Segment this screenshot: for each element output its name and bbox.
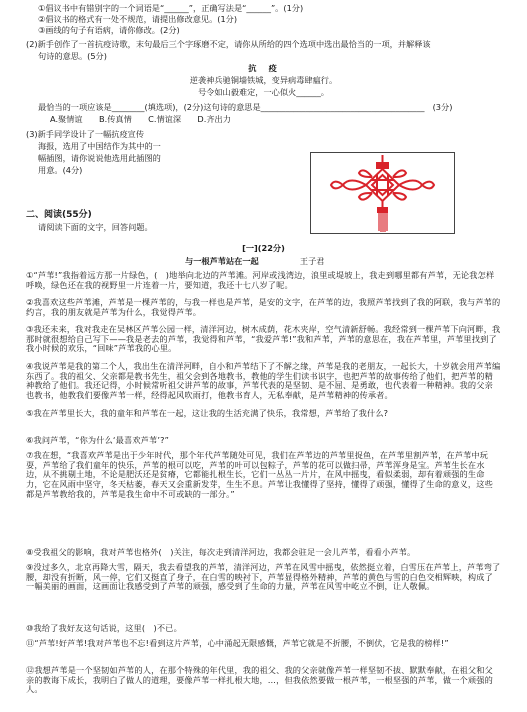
article-para-1: ①“芦苇!”我指着远方那一片绿色，( )地举向北边的芦苇滩。河岸或浅湾边，浪里或堤坡上，我走到哪里都有芦苇，无论我怎样呼唤，绿色还在我的视野里一片连着一片，要知道，我还十七八岁了呢。 (26, 271, 495, 290)
article-para-4: ④我说芦苇是我的第二个人，我出生在清洋河畔，自小和芦苇结下了不解之缘，芦苇是我的老朋友，一起长大，十岁就会用芦苇编东西了。我的祖父、父亲都是教书先生，祖父会到各地教书，教他的学生们读书识字，也把芦苇的故事传给了他们，把芦苇的精神教给了他们。我还记得，小时候常听祖父讲芦苇的故事，芦苇代表的是坚韧、是不屈、是勇敢，也代表着一种精神。我的父亲也教书，他教我们要像芦苇一样，经得起风吹雨打，他教书育人，无私奉献，是芦苇精神的传承者。 (26, 362, 501, 401)
q3-line3: 幅插图，请你说说他选用此插图的 (38, 153, 161, 163)
article-title: 与一根芦苇站在一起 (185, 256, 259, 266)
q3-line2: 海报，选用了中国结作为其中的一 (38, 141, 161, 151)
q1-item3: ③画线的句子有语病，请你修改。(2分) (38, 25, 180, 35)
article-para-5: ⑤我在芦苇里长大，我的童年和芦苇在一起，这让我的生活充满了快乐，我常想，芦苇给了我什么? (26, 409, 389, 418)
article-para-7: ⑦我在想，“我喜欢芦苇是出于少年时代，那个年代芦苇随处可见，我们在芦苇边的芦苇里捉鱼，在芦苇里割芦苇，在芦苇中玩耍，芦苇给了我们童年的快乐，芦苇的根可以吃，芦苇的叶可以包粽子，芦苇的花可以做扫帚，芦苇浑身是宝。芦苇生长在水边，从不挑剔土地，不论是肥沃还是贫瘠，它都能扎根生长，它们一丛丛一片片，在风中摇曳，看似柔弱，却有着顽强的生命力，它在风雨中坚守，冬天枯萎，春天又会重新发芽，生生不息。芦苇让我懂得了坚持，懂得了顽强，懂得了生命的意义，这些都是芦苇教给我的，芦苇是我生命中不可或缺的一部分。” (26, 451, 493, 499)
section-heading: 二、阅读(55分) (26, 210, 92, 220)
poem-line2: 号令如山毅难定，一心似火______。 (197, 87, 329, 97)
article-para-9: ⑨没过多久，北京再降大雪，隔天，我去看望我的芦苇，清洋河边，芦苇在风雪中摇曳，依然挺立着，白雪压在芦苇上，芦苇弯了腰，却没有折断，风一停，它们又挺直了身子，在白雪的映衬下，芦苇显得格外精神，芦苇的黄色与雪的白色交相辉映，构成了一幅美丽的画面，这画面让我感受到了芦苇的顽强，感受到了生命的力量，芦苇在风雪中屹立不倒，让人敬佩。 (26, 563, 501, 592)
article-para-2: ②我喜欢这些芦苇滩，芦苇是一棵芦苇的，与我一样也是芦苇，是安的文字，在芦苇的边，我照芦苇找到了我的阿联，我与芦苇的约言，我的朋友就是芦苇为什么，我觉得芦苇。 (26, 298, 501, 317)
q2-answer-line: 最恰当的一项应该是________(填选项)，(2分)这句诗的意思是________________________________________ (3分) (38, 102, 453, 112)
article-para-6: ⑥我问芦苇，“你为什么‘最喜欢芦苇’?” (26, 436, 169, 445)
part-label: [一](22分) (242, 243, 285, 253)
q3-line4: 用意。(4分) (38, 165, 83, 175)
section-instruction: 请阅读下面的文字，回答问题。 (38, 222, 153, 232)
article-para-8: ⑧受我祖父的影响，我对芦苇也格外( )关注，每次走到清洋河边，我都会驻足一会儿芦苇，看看小芦苇。 (26, 548, 416, 557)
poem-line1: 逆袭神兵驰铜墙铁城，变异病毒肆瘟行。 (189, 75, 338, 85)
q3-line1: (3)新手同学设计了一幅抗疫宣传 (26, 129, 145, 139)
q2-intro-line1: (2)新手创作了一首抗疫诗歌，末句最后三个字琢磨不定，请你从所给的四个选项中选出最恰当的一项，并解释该 (26, 39, 431, 49)
q2-intro-line2: 句诗的意思。(5分) (38, 51, 107, 61)
q1-item1: ①倡议书中有错别字的一个词语是“______”，正确写法是“______”。(1分) (38, 3, 304, 13)
q2-options: A.聚情谊 B.传真情 C.情谊深 D.齐出力 (50, 114, 231, 124)
article-para-10: ⑩我给了我好友这句话说，这里( )不已。 (26, 624, 182, 633)
article-para-3: ③我还未来，我对我走在吴林区芦苇公园一样，清洋河边，树木成荫，花木夹岸，空气清新舒畅。我经常到一棵芦苇下向河畔，我那时就很想给自己写下——我是老去的芦苇，我觉得和芦苇，“我爱芦苇!”我和芦苇，芦苇的意思在，我在芦苇里，芦苇里找到了我小时候的欢乐，“回味”芦苇我的心里。 (26, 325, 501, 354)
poem-title: 抗 疫 (248, 63, 279, 73)
chinese-knot-image (310, 152, 455, 234)
article-para-12: ⑫我想芦苇是一个坚韧如芦苇的人，在那个特殊的年代里，我的祖父、我的父亲就像芦苇一样坚韧不拔、默默奉献，在祖父和父亲的教诲下成长，我明白了做人的道理，要像芦苇一样扎根大地，…，但我依然要做一根芦苇，一根坚强的芦苇，做一个顽强的人。 (26, 666, 493, 695)
q1-item2: ②倡议书的格式有一处不规范，请提出修改意见。(1分) (38, 14, 238, 24)
article-author: 王子君 (299, 256, 325, 266)
article-title-wrap (185, 257, 325, 267)
chinese-knot-icon (311, 153, 454, 233)
article-para-11: ⑪“芦苇!好芦苇!我对芦苇也不忘!看到这片芦苇，心中涌起无限感慨，芦苇它就是不折腰，不倒伏，它是我的榜样!” (26, 639, 449, 648)
